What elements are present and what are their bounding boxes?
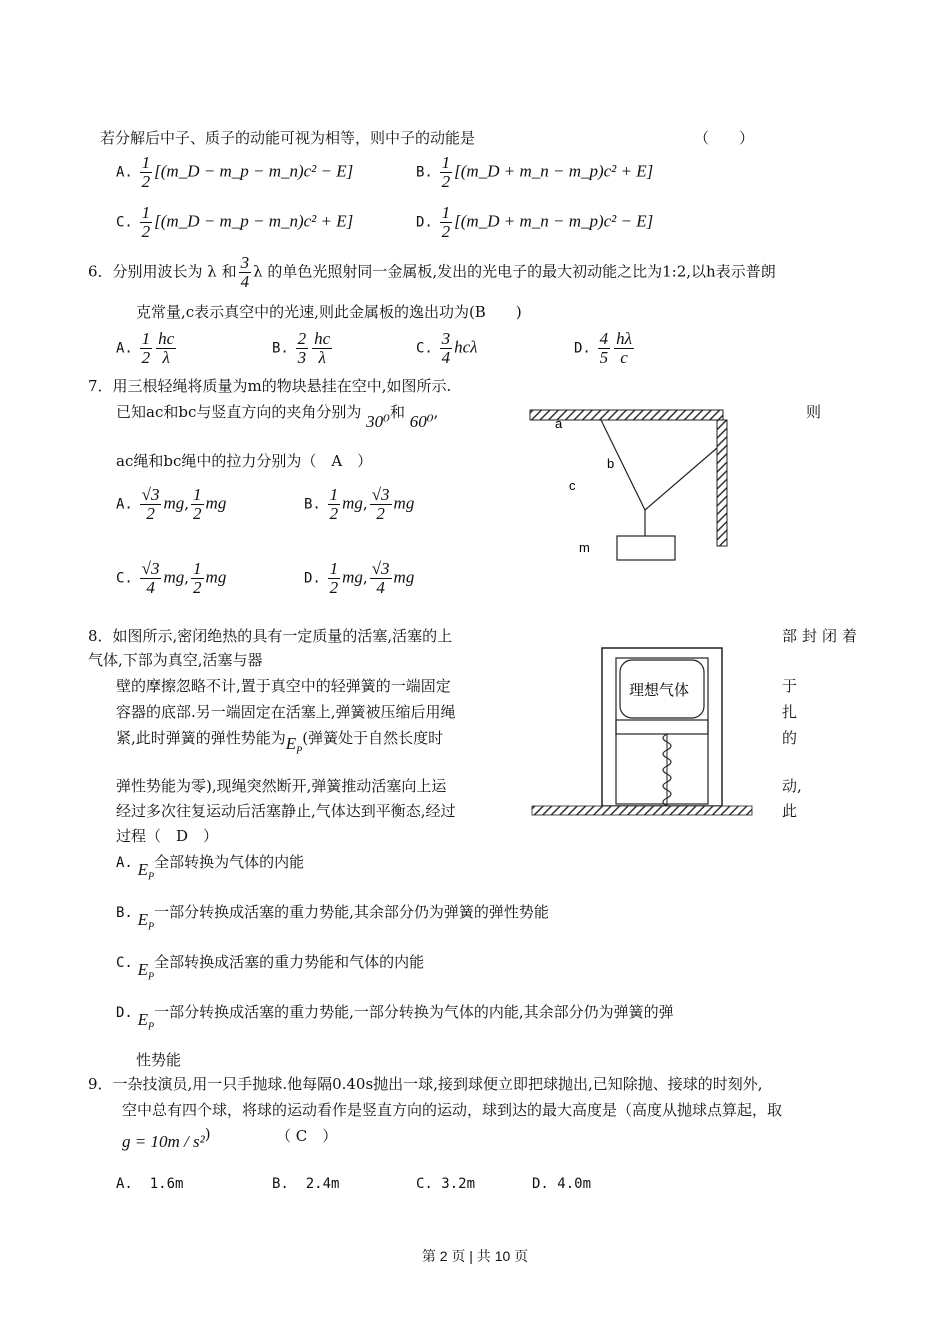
block-m [617, 536, 675, 560]
q6-line2: 克常量,c表示真空中的光速,则此金属板的逸出功为(B ) [136, 303, 522, 321]
q6-line1: 6．分别用波长为 λ 和 $\frac{3}{4}$ λ 的单色光照射同一金属板,发出的光电子的最大初动能之比为1:2,以h表示普朗 [88, 253, 776, 291]
q9-line1: 9．一杂技演员,用一只手抛球.他每隔0.40s抛出一球,接到球便立即把球抛出,已知除抛、接球的时刻外, [88, 1075, 763, 1093]
q9-option-d: D. 4.0m [532, 1176, 592, 1192]
label-c: c [569, 478, 576, 493]
q9-answer: （ C ） [276, 1127, 338, 1145]
q8-line4: 容器的底部.另一端固定在活塞上,弹簧被压缩后用绳 [116, 703, 456, 721]
q5-intro: 若分解后中子、质子的动能可视为相等，则中子的动能是 [100, 129, 476, 147]
gas-label: 理想气体 [629, 681, 690, 699]
label-a: a [555, 416, 563, 431]
q5-option-a: A. $\frac{1}{2}$ [(m_D − m_p − m_n)c² − E] [116, 153, 354, 191]
q9-line2: 空中总有四个球，将球的运动看作是竖直方向的运动，球到达的最大高度是（高度从抛球点算起，取 [122, 1101, 783, 1119]
floor [532, 806, 752, 815]
q6-option-d: D. $\frac{4}{5}$ $\frac{h\lambda}{c}$ [574, 329, 633, 367]
q8-line6-r: 动, [782, 777, 802, 795]
q7-option-d: D. $\frac{1}{2}$ mg, $\frac{√3}{4}$ mg [304, 559, 415, 597]
q5-option-d: D. $\frac{1}{2}$ [(m_D + m_n − m_p)c² − E] [416, 203, 654, 241]
label-b: b [607, 456, 615, 471]
q5-answer-paren: （ ） [694, 129, 755, 147]
q6-option-c: C. $\frac{3}{4}$ hcλ [416, 329, 478, 367]
q8-line4-r: 扎 [782, 703, 798, 721]
q8-line7-r: 此 [782, 802, 798, 820]
q8-option-a: A. $E_P$全部转换为气体的内能 [116, 853, 305, 883]
q8-line6: 弹性势能为零),现绳突然断开,弹簧推动活塞向上运 [116, 777, 447, 795]
q8-option-d: D. $E_P$一部分转换成活塞的重力势能,一部分转换为气体的内能,其余部分仍为弹簧的弹 [116, 1003, 674, 1033]
q5-option-b: B. $\frac{1}{2}$ [(m_D + m_n − m_p)c² + E] [416, 153, 654, 191]
q8-line5-r: 的 [782, 729, 798, 747]
q8-line2: 气体,下部为真空,活塞与器 [88, 651, 263, 669]
q9-option-a: A. 1.6m [116, 1176, 184, 1192]
q8-option-b: B. $E_P$一部分转换成活塞的重力势能,其余部分仍为弹簧的弹性势能 [116, 903, 549, 933]
piston [616, 720, 708, 734]
q5-option-c: C. $\frac{1}{2}$ [(m_D − m_p − m_n)c² + E] [116, 203, 354, 241]
q9-g-expr: g = 10m / s²) [122, 1125, 211, 1151]
q7-option-c: C. $\frac{√3}{4}$ mg, $\frac{1}{2}$ mg [116, 559, 227, 597]
q8-line7: 经过多次往复运动后活塞静止,气体达到平衡态,经过 [116, 802, 456, 820]
q7-option-b: B. $\frac{1}{2}$ mg, $\frac{√3}{2}$ mg [304, 485, 415, 523]
q7-line2: 已知ac和bc与竖直方向的夹角分别为 30⁰和 60⁰, [116, 403, 439, 431]
q8-line3: 壁的摩擦忽略不计,置于真空中的轻弹簧的一端固定 [116, 677, 451, 695]
wall [717, 420, 727, 546]
q7-line1: 7．用三根轻绳将质量为m的物块悬挂在空中,如图所示. [88, 377, 452, 395]
q8-line8: 过程（ D ） [116, 827, 219, 845]
q6-option-a: A. $\frac{1}{2}$ $\frac{hc}{\lambda}$ [116, 329, 175, 367]
q8-option-d-cont: 性势能 [136, 1051, 182, 1069]
q7-ze: 则 [806, 403, 822, 421]
q8-line3-r: 于 [782, 677, 798, 695]
page-footer: 第 2 页 | 共 10 页 [421, 1248, 529, 1264]
q9-option-c: C. 3.2m [416, 1176, 476, 1192]
q8-line1-r: 部封闭着 [782, 627, 863, 645]
q8-line5: 紧,此时弹簧的弹性势能为$E_P$(弹簧处于自然长度时 [116, 729, 444, 757]
q8-diagram [530, 640, 755, 820]
q9-option-b: B. 2.4m [272, 1176, 340, 1192]
q7-line3: ac绳和bc绳中的拉力分别为（ A ） [116, 452, 373, 470]
rope-bc [645, 448, 717, 510]
q8-option-c: C. $E_P$全部转换成活塞的重力势能和气体的内能 [116, 953, 425, 983]
label-m: m [579, 540, 590, 555]
q7-option-a: A. $\frac{√3}{2}$ mg, $\frac{1}{2}$ mg [116, 485, 227, 523]
q7-diagram [525, 400, 735, 570]
q6-option-b: B. $\frac{2}{3}$ $\frac{hc}{\lambda}$ [272, 329, 331, 367]
q8-line1: 8．如图所示,密闭绝热的具有一定质量的活塞,活塞的上 [88, 627, 453, 645]
container-inner [616, 658, 708, 804]
